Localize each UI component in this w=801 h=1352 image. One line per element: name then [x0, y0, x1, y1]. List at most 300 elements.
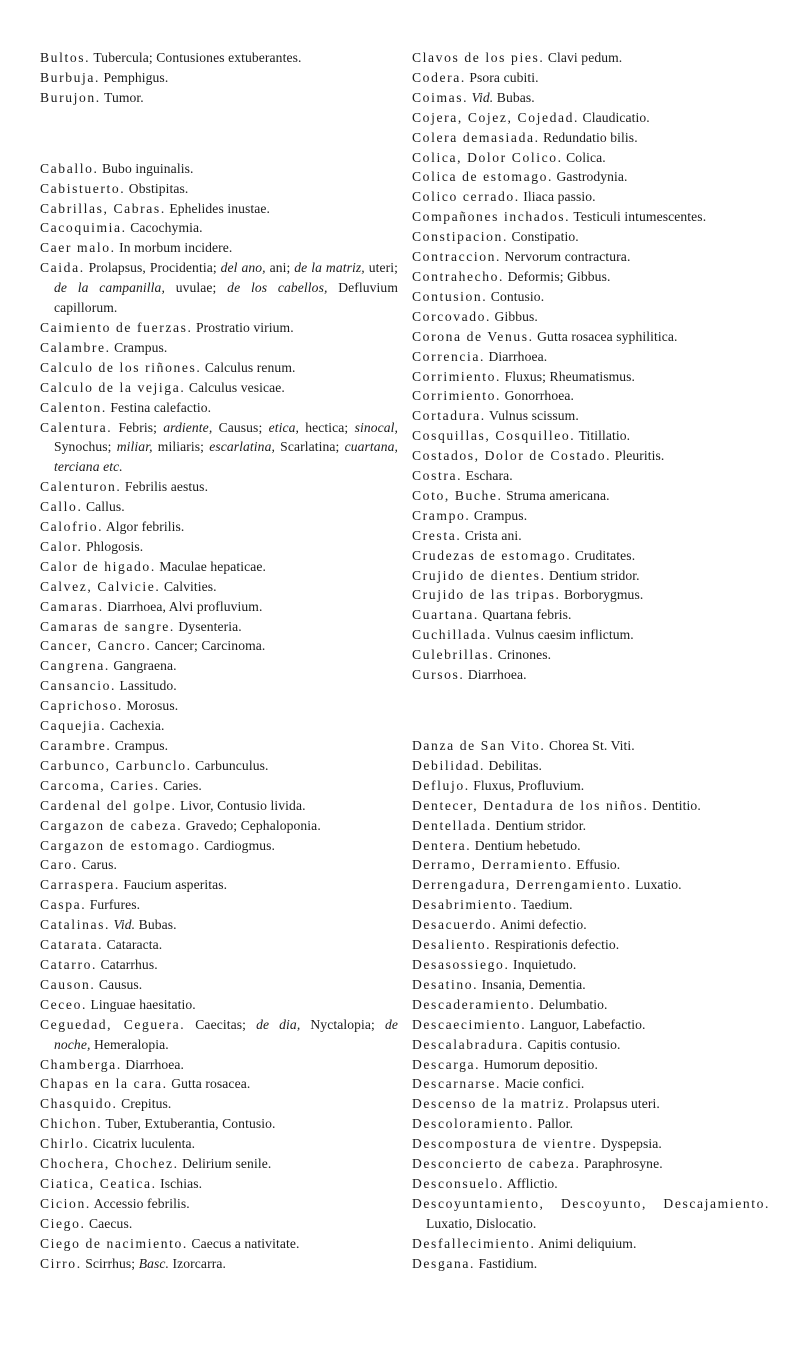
dictionary-entry: [40, 617, 398, 637]
dictionary-entry: [40, 836, 398, 856]
entry-definition: Ephelides inustae.: [169, 200, 271, 216]
dictionary-entry: [412, 995, 770, 1015]
entry-term: Cancer, Cancro.: [40, 638, 152, 654]
entry-definition: Catarrhus.: [100, 956, 158, 972]
entry-term: Crampo.: [412, 507, 471, 523]
entry-section: [412, 48, 770, 685]
entry-term: Cortadura.: [412, 408, 486, 424]
entry-term: Caquejia.: [40, 718, 107, 734]
entry-term: Costra.: [412, 468, 463, 484]
entry-term: Clavos de los pies.: [412, 50, 545, 65]
entry-definition: Fastidium.: [478, 1255, 538, 1271]
entry-term: Ciego.: [40, 1215, 86, 1231]
entry-term: Carraspera.: [40, 877, 120, 893]
entry-definition: Eschara.: [465, 468, 513, 484]
entry-term: Coimas.: [412, 89, 469, 105]
entry-definition: Cicatrix luculenta.: [92, 1136, 196, 1152]
entry-definition: Contusio.: [490, 288, 545, 304]
entry-definition: Borborygmus.: [563, 587, 644, 603]
dictionary-entry: [40, 676, 398, 696]
entry-term: Culebrillas.: [412, 647, 495, 663]
entry-term: Chochera, Chochez.: [40, 1156, 179, 1172]
dictionary-entry: [412, 935, 770, 955]
entry-term: Causon.: [40, 976, 96, 992]
entry-term: Descompostura de vientre.: [412, 1136, 598, 1152]
entry-definition: Vulnus scissum.: [489, 408, 579, 424]
dictionary-entry: [412, 625, 770, 645]
dictionary-entry: [40, 159, 398, 179]
dictionary-entry: [40, 816, 398, 836]
entry-definition: Fluxus, Profluvium.: [473, 777, 585, 793]
dictionary-entry: [40, 855, 398, 875]
entry-term: Caspa.: [40, 897, 87, 913]
dictionary-entry: [412, 796, 770, 816]
dictionary-entry: [412, 207, 770, 227]
dictionary-entry: [412, 187, 770, 207]
entry-term: Desconcierto de cabeza.: [412, 1156, 581, 1172]
entry-definition: Gastrodynia.: [556, 169, 628, 185]
entry-definition: Calvities.: [163, 578, 217, 594]
dictionary-entry: [412, 605, 770, 625]
dictionary-entry: [412, 1194, 770, 1234]
entry-term: Caimiento de fuerzas.: [40, 319, 193, 335]
entry-term: Dentellada.: [412, 817, 492, 833]
entry-definition: Diarrhoea, Alvi profluvium.: [107, 598, 263, 614]
dictionary-entry: [412, 287, 770, 307]
entry-definition: Gutta rosacea.: [171, 1076, 251, 1092]
dictionary-entry: [40, 1254, 398, 1274]
dictionary-entry: [412, 526, 770, 546]
entry-term: Calofrio.: [40, 519, 104, 535]
entry-definition: Capitis contusio.: [527, 1036, 621, 1052]
entry-term: Cuchillada.: [412, 627, 492, 643]
entry-term: Cansancio.: [40, 678, 117, 694]
entry-term: Desaliento.: [412, 937, 492, 953]
entry-definition: Quartana febris.: [482, 607, 572, 623]
dictionary-entry: [40, 756, 398, 776]
entry-definition: Luxatio, Dislocatio.: [426, 1215, 537, 1231]
entry-term: Caballo.: [40, 160, 99, 176]
entry-definition: Febris; ardiente, Causus; etica, hectica; sinocal, Synochus; miliar, miliaris; escarlatina, Scarlatina; cuartana, terciana etc.: [54, 419, 399, 475]
dictionary-entry: [412, 48, 770, 68]
dictionary-entry: [412, 386, 770, 406]
dictionary-entry: [412, 1055, 770, 1075]
dictionary-entry: [412, 167, 770, 187]
entry-term: Descoyuntamiento, Descoyunto, Descajamiento.: [412, 1195, 770, 1211]
dictionary-entry: [412, 486, 770, 506]
entry-term: Calenturon.: [40, 479, 122, 495]
entry-term: Colico cerrado.: [412, 189, 520, 205]
dictionary-entry: [412, 506, 770, 526]
dictionary-entry: [412, 227, 770, 247]
dictionary-entry: [412, 585, 770, 605]
dictionary-entry: [40, 1234, 398, 1254]
entry-term: Camaras de sangre.: [40, 618, 175, 634]
dictionary-entry: [40, 179, 398, 199]
dictionary-entry: [40, 218, 398, 238]
dictionary-entry: [412, 776, 770, 796]
entry-definition: Lassitudo.: [119, 678, 177, 694]
dictionary-entry: [412, 1234, 770, 1254]
dictionary-entry: [412, 68, 770, 88]
entry-term: Desfallecimiento.: [412, 1235, 536, 1251]
entry-term: Cacoquimia.: [40, 220, 127, 236]
dictionary-entry: [40, 318, 398, 338]
dictionary-entry: [40, 238, 398, 258]
entry-term: Chapas en la cara.: [40, 1076, 168, 1092]
entry-term: Caida.: [40, 260, 85, 276]
entry-definition: Tumor.: [104, 89, 144, 105]
entry-term: Chamberga.: [40, 1056, 122, 1072]
entry-definition: Linguae haesitatio.: [90, 996, 196, 1012]
entry-definition: Diarrhoea.: [467, 667, 527, 683]
entry-definition: Callus.: [85, 499, 125, 515]
dictionary-entry: [412, 347, 770, 367]
dictionary-entry: [40, 696, 398, 716]
entry-term: Calor.: [40, 538, 83, 554]
dictionary-entry: [40, 776, 398, 796]
entry-term: Chasquido.: [40, 1096, 118, 1112]
entry-term: Cresta.: [412, 527, 462, 543]
entry-term: Contusion.: [412, 288, 488, 304]
entry-term: Dentera.: [412, 837, 472, 853]
entry-term: Desgana.: [412, 1255, 475, 1271]
entry-definition: Cruditates.: [574, 547, 636, 563]
dictionary-entry: [40, 915, 398, 935]
entry-definition: Taedium.: [521, 897, 573, 913]
entry-term: Colica de estomago.: [412, 169, 554, 185]
dictionary-entry: [40, 477, 398, 497]
entry-definition: Crinones.: [497, 647, 552, 663]
entry-term: Cangrena.: [40, 658, 110, 674]
entry-term: Cirro.: [40, 1255, 82, 1271]
dictionary-entry: [412, 816, 770, 836]
dictionary-entry: [412, 1254, 770, 1274]
entry-definition: Scirrhus; Basc. Izorcarra.: [85, 1255, 226, 1271]
entry-definition: Inquietudo.: [512, 956, 577, 972]
entry-definition: Dysenteria.: [178, 618, 242, 634]
entry-definition: Claudicatio.: [582, 109, 650, 125]
entry-term: Chichon.: [40, 1116, 103, 1132]
entry-term: Cargazon de estomago.: [40, 837, 201, 853]
dictionary-entry: [412, 1154, 770, 1174]
entry-section: [40, 48, 398, 108]
section-gap: [412, 685, 770, 736]
dictionary-entry: [412, 307, 770, 327]
entry-term: Ciego de nacimiento.: [40, 1235, 188, 1251]
entry-term: Deflujo.: [412, 777, 470, 793]
dictionary-entry: [40, 895, 398, 915]
entry-definition: Crista ani.: [464, 527, 522, 543]
entry-term: Carbunco, Carbunclo.: [40, 757, 192, 773]
dictionary-entry: [412, 915, 770, 935]
dictionary-entry: [40, 1055, 398, 1075]
entry-definition: Dyspepsia.: [600, 1136, 662, 1152]
entry-definition: Humorum depositio.: [483, 1056, 598, 1072]
entry-term: Catarata.: [40, 937, 104, 953]
entry-term: Bultos.: [40, 50, 91, 65]
entry-definition: Prostratio virium.: [196, 319, 294, 335]
dictionary-entry: [40, 1134, 398, 1154]
entry-definition: Febrilis aestus.: [124, 479, 209, 495]
entry-term: Crujido de las tripas.: [412, 587, 561, 603]
entry-term: Calenton.: [40, 399, 107, 415]
entry-term: Costados, Dolor de Costado.: [412, 448, 612, 464]
dictionary-entry: [412, 1134, 770, 1154]
entry-definition: Accessio febrilis.: [93, 1195, 190, 1211]
entry-term: Cicion.: [40, 1195, 91, 1211]
entry-term: Debilidad.: [412, 757, 486, 773]
entry-term: Calculo de los riñones.: [40, 359, 202, 375]
dictionary-entry: [412, 875, 770, 895]
entry-definition: Cardiogmus.: [204, 837, 276, 853]
dictionary-entry: [40, 1015, 398, 1055]
entry-definition: Crepitus.: [121, 1096, 172, 1112]
dictionary-entry: [412, 327, 770, 347]
dictionary-entry: [40, 418, 398, 478]
entry-definition: Luxatio.: [635, 877, 682, 893]
entry-definition: Tubercula; Contusiones extuberantes.: [93, 50, 302, 65]
dictionary-entry: [40, 338, 398, 358]
dictionary-entry: [40, 1154, 398, 1174]
entry-definition: Paraphrosyne.: [584, 1156, 663, 1172]
entry-term: Descenso de la matriz.: [412, 1096, 571, 1112]
entry-definition: Macie confici.: [504, 1076, 585, 1092]
dictionary-entry: [412, 1035, 770, 1055]
entry-definition: Languor, Labefactio.: [529, 1016, 646, 1032]
dictionary-entry: [412, 1015, 770, 1035]
entry-definition: Prolapsus, Procidentia; del ano, ani; de la matriz, uteri; de la campanilla, uvulae; de los cabellos, Defluvium capillorum.: [54, 260, 399, 316]
entry-term: Corrimiento.: [412, 388, 502, 404]
entry-term: Calor de higado.: [40, 558, 156, 574]
dictionary-entry: [40, 577, 398, 597]
entry-section: [412, 736, 770, 1273]
dictionary-entry: [412, 1114, 770, 1134]
dictionary-entry: [412, 645, 770, 665]
dictionary-entry: [40, 398, 398, 418]
entry-term: Camaras.: [40, 598, 104, 614]
entry-term: Desconsuelo.: [412, 1175, 505, 1191]
entry-term: Cosquillas, Cosquilleo.: [412, 428, 576, 444]
entry-definition: Diarrhoea.: [488, 348, 548, 364]
dictionary-entry: [412, 546, 770, 566]
entry-term: Catalinas.: [40, 917, 110, 933]
entry-definition: Carus.: [81, 857, 118, 873]
entry-definition: Bubo inguinalis.: [101, 160, 194, 176]
entry-term: Desasossiego.: [412, 956, 510, 972]
entry-term: Calculo de la vejiga.: [40, 379, 186, 395]
right-column: [412, 48, 770, 1273]
entry-definition: Vid. Bubas.: [113, 917, 177, 933]
entry-term: Derramo, Derramiento.: [412, 857, 573, 873]
entry-term: Burujon.: [40, 89, 101, 105]
dictionary-entry: [412, 466, 770, 486]
dictionary-entry: [412, 367, 770, 387]
entry-definition: Redundatio bilis.: [543, 129, 638, 145]
dictionary-entry: [40, 199, 398, 219]
entry-definition: Psora cubiti.: [469, 69, 539, 85]
entry-term: Colica, Dolor Colico.: [412, 149, 563, 165]
dictionary-entry: [412, 108, 770, 128]
entry-definition: Delirium senile.: [182, 1156, 272, 1172]
entry-definition: Respirationis defectio.: [494, 937, 620, 953]
dictionary-entry: [40, 537, 398, 557]
entry-definition: Prolapsus uteri.: [573, 1096, 660, 1112]
entry-term: Correncia.: [412, 348, 485, 364]
entry-definition: Algor febrilis.: [105, 519, 185, 535]
entry-term: Cabistuerto.: [40, 180, 126, 196]
dictionary-entry: [412, 426, 770, 446]
entry-definition: Phlogosis.: [85, 538, 144, 554]
entry-term: Contrahecho.: [412, 268, 505, 284]
dictionary-entry: [412, 955, 770, 975]
entry-definition: Caecus a nativitate.: [191, 1235, 300, 1251]
dictionary-entry: [40, 1094, 398, 1114]
entry-term: Cojera, Cojez, Cojedad.: [412, 109, 580, 125]
entry-definition: In morbum incidere.: [119, 240, 233, 256]
entry-definition: Calculus vesicae.: [188, 379, 285, 395]
entry-term: Carcoma, Caries.: [40, 777, 160, 793]
entry-definition: Cancer; Carcinoma.: [154, 638, 266, 654]
entry-term: Derrengadura, Derrengamiento.: [412, 877, 632, 893]
dictionary-entry: [412, 148, 770, 168]
dictionary-entry: [40, 656, 398, 676]
entry-definition: Caecitas; de dia, Nyctalopia; de noche, Hemeralopia.: [54, 1016, 398, 1052]
dictionary-entry: [40, 88, 398, 108]
entry-definition: Animi defectio.: [499, 917, 587, 933]
entry-definition: Vulnus caesim inflictum.: [495, 627, 634, 643]
entry-definition: Cacochymia.: [130, 220, 203, 236]
dictionary-entry: [412, 1094, 770, 1114]
entry-term: Corcovado.: [412, 308, 492, 324]
entry-term: Descaecimiento.: [412, 1016, 527, 1032]
dictionary-entry: [412, 665, 770, 685]
entry-definition: Crampus.: [473, 507, 528, 523]
entry-definition: Vid. Bubas.: [471, 89, 535, 105]
entry-term: Dentecer, Dentadura de los niños.: [412, 797, 649, 813]
entry-definition: Clavi pedum.: [547, 50, 623, 65]
dictionary-entry: [412, 406, 770, 426]
entry-definition: Maculae hepaticae.: [159, 558, 267, 574]
entry-definition: Carbunculus.: [195, 757, 269, 773]
entry-definition: Morosus.: [126, 698, 179, 714]
entry-definition: Delumbatio.: [538, 996, 608, 1012]
entry-definition: Caries.: [163, 777, 202, 793]
entry-definition: Effusio.: [576, 857, 621, 873]
dictionary-entry: [40, 736, 398, 756]
entry-definition: Nervorum contractura.: [504, 249, 631, 265]
entry-definition: Gutta rosacea syphilitica.: [537, 328, 678, 344]
entry-term: Descoloramiento.: [412, 1116, 534, 1132]
entry-definition: Gonorrhoea.: [504, 388, 574, 404]
dictionary-entry: [412, 975, 770, 995]
entry-definition: Crampus.: [114, 738, 169, 753]
entry-term: Crudezas de estomago.: [412, 547, 572, 563]
entry-definition: Fluxus; Rheumatismus.: [504, 368, 636, 384]
dictionary-entry: [40, 1114, 398, 1134]
entry-term: Caprichoso.: [40, 698, 123, 714]
entry-definition: Furfures.: [89, 897, 141, 913]
entry-term: Desacuerdo.: [412, 917, 498, 933]
entry-definition: Testiculi intumescentes.: [573, 209, 707, 225]
entry-term: Ciatica, Ceatica.: [40, 1175, 157, 1191]
entry-term: Cardenal del golpe.: [40, 797, 177, 813]
dictionary-entry: [40, 1214, 398, 1234]
dictionary-entry: [412, 566, 770, 586]
entry-definition: Obstipitas.: [128, 180, 189, 196]
entry-term: Burbuja.: [40, 69, 100, 85]
dictionary-entry: [40, 875, 398, 895]
dictionary-entry: [40, 378, 398, 398]
entry-term: Descarnarse.: [412, 1076, 502, 1092]
entry-term: Desabrimiento.: [412, 897, 518, 913]
entry-term: Cargazon de cabeza.: [40, 817, 183, 833]
entry-term: Ceceo.: [40, 996, 87, 1012]
entry-term: Carambre.: [40, 738, 112, 753]
dictionary-entry: [40, 935, 398, 955]
entry-term: Constipacion.: [412, 229, 508, 245]
dictionary-entry: [412, 855, 770, 875]
entry-definition: Faucium asperitas.: [123, 877, 228, 893]
entry-term: Codera.: [412, 69, 466, 85]
entry-term: Caer malo.: [40, 240, 116, 256]
entry-definition: Afflictio.: [506, 1175, 558, 1191]
entry-definition: Pemphigus.: [103, 69, 169, 85]
dictionary-entry: [40, 597, 398, 617]
entry-definition: Festina calefactio.: [110, 399, 212, 415]
dictionary-entry: [40, 955, 398, 975]
dictionary-entry: [412, 1074, 770, 1094]
entry-definition: Dentium stridor.: [548, 567, 640, 583]
entry-term: Contraccion.: [412, 249, 502, 265]
entry-definition: Insania, Dementia.: [481, 976, 586, 992]
left-column: [40, 48, 398, 1273]
entry-definition: Gravedo; Cephaloponia.: [185, 817, 321, 833]
entry-term: Corrimiento.: [412, 368, 502, 384]
dictionary-entry: [412, 1174, 770, 1194]
dictionary-entry: [40, 995, 398, 1015]
entry-definition: Pallor.: [537, 1116, 574, 1132]
entry-term: Coto, Buche.: [412, 487, 503, 503]
dictionary-entry: [40, 358, 398, 378]
entry-definition: Debilitas.: [488, 757, 542, 773]
dictionary-entry: [40, 48, 398, 68]
entry-definition: Caecus.: [88, 1215, 133, 1231]
entry-section: [40, 159, 398, 1274]
entry-definition: Tuber, Extuberantia, Contusio.: [105, 1116, 276, 1132]
entry-term: Descarga.: [412, 1056, 481, 1072]
dictionary-entry: [412, 267, 770, 287]
entry-definition: Constipatio.: [511, 229, 579, 245]
entry-definition: Colica.: [566, 149, 606, 165]
entry-definition: Deformis; Gibbus.: [507, 268, 611, 284]
dictionary-entry: [40, 1194, 398, 1214]
dictionary-entry: [412, 247, 770, 267]
dictionary-entry: [40, 258, 398, 318]
entry-definition: Titillatio.: [578, 428, 631, 444]
section-gap: [40, 108, 398, 159]
entry-definition: Crampus.: [114, 339, 168, 355]
entry-definition: Gangraena.: [113, 658, 177, 674]
entry-term: Cuartana.: [412, 607, 479, 623]
entry-term: Calambre.: [40, 339, 111, 355]
dictionary-entry: [412, 88, 770, 108]
dictionary-entry: [412, 446, 770, 466]
entry-term: Crujido de dientes.: [412, 567, 546, 583]
dictionary-entry: [40, 517, 398, 537]
entry-term: Chirlo.: [40, 1136, 90, 1152]
entry-definition: Livor, Contusio livida.: [179, 797, 306, 813]
